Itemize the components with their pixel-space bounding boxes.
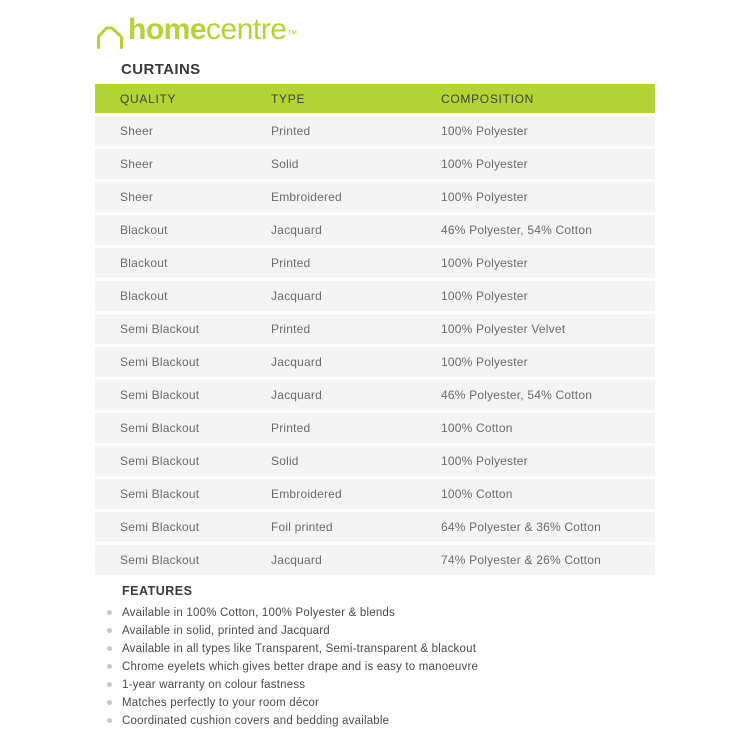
homecentre-logo — [96, 14, 297, 51]
cell-quality: Sheer — [120, 157, 154, 171]
feature-item — [107, 679, 647, 691]
table-row — [95, 545, 655, 575]
cell-composition: 100% Polyester Velvet — [441, 322, 566, 336]
feature-text: 1-year warranty on colour fastness — [122, 679, 306, 691]
cell-quality: Sheer — [120, 190, 154, 204]
cell-composition: 100% Polyester — [441, 157, 528, 171]
cell-type: Jacquard — [271, 355, 322, 369]
curtains-spec-table — [95, 84, 655, 575]
cell-quality: Blackout — [120, 223, 168, 237]
feature-text: Available in all types like Transparent, Semi-transparent & blackout — [122, 643, 477, 655]
feature-text: Available in 100% Cotton, 100% Polyester & blends — [122, 607, 395, 619]
table-row — [95, 347, 655, 377]
table-row — [95, 512, 655, 542]
cell-composition: 100% Polyester — [441, 256, 528, 270]
table-row — [95, 446, 655, 476]
cell-composition: 46% Polyester, 54% Cotton — [441, 388, 593, 402]
logo-text — [128, 14, 297, 51]
feature-text: Chrome eyelets which gives better drape and is easy to manoeuvre — [122, 661, 479, 673]
cell-type: Embroidered — [271, 487, 342, 501]
cell-quality: Semi Blackout — [120, 388, 200, 402]
cell-composition: 74% Polyester & 26% Cotton — [441, 553, 601, 567]
trademark-symbol: ™ — [287, 29, 298, 40]
feature-item — [107, 643, 647, 655]
table-row — [95, 248, 655, 278]
table-row — [95, 413, 655, 443]
features-section — [107, 584, 647, 733]
cell-composition: 100% Polyester — [441, 355, 528, 369]
table-body — [95, 116, 655, 575]
feature-item — [107, 607, 647, 619]
table-row — [95, 149, 655, 179]
cell-quality: Semi Blackout — [120, 553, 200, 567]
feature-text: Coordinated cushion covers and bedding available — [122, 715, 390, 727]
table-row — [95, 479, 655, 509]
table-row — [95, 281, 655, 311]
table-row — [95, 314, 655, 344]
feature-text: Matches perfectly to your room décor — [122, 697, 320, 709]
cell-quality: Semi Blackout — [120, 487, 200, 501]
cell-quality: Semi Blackout — [120, 421, 200, 435]
cell-type: Printed — [271, 421, 311, 435]
table-row — [95, 380, 655, 410]
table-row — [95, 215, 655, 245]
cell-type: Solid — [271, 157, 299, 171]
cell-type: Printed — [271, 256, 311, 270]
cell-quality: Semi Blackout — [120, 355, 200, 369]
feature-text: Available in solid, printed and Jacquard — [122, 625, 330, 637]
cell-composition: 100% Cotton — [441, 487, 513, 501]
house-icon — [96, 24, 124, 49]
cell-quality: Semi Blackout — [120, 520, 200, 534]
cell-quality: Semi Blackout — [120, 454, 200, 468]
bullet-icon — [107, 664, 112, 669]
cell-type: Printed — [271, 322, 311, 336]
feature-item — [107, 697, 647, 709]
bullet-icon — [107, 628, 112, 633]
feature-item — [107, 715, 647, 727]
cell-composition: 100% Cotton — [441, 421, 513, 435]
cell-quality: Blackout — [120, 289, 168, 303]
cell-composition: 64% Polyester & 36% Cotton — [441, 520, 601, 534]
column-header-quality: QUALITY — [120, 91, 177, 106]
cell-composition: 46% Polyester, 54% Cotton — [441, 223, 593, 237]
table-header-row — [95, 84, 655, 113]
cell-type: Jacquard — [271, 388, 322, 402]
column-header-composition: COMPOSITION — [441, 91, 535, 106]
bullet-icon — [107, 700, 112, 705]
cell-quality: Sheer — [120, 124, 154, 138]
cell-quality: Blackout — [120, 256, 168, 270]
cell-composition: 100% Polyester — [441, 124, 528, 138]
feature-item — [107, 625, 647, 637]
cell-type: Jacquard — [271, 223, 322, 237]
features-list — [107, 607, 647, 727]
cell-type: Jacquard — [271, 553, 322, 567]
features-title: FEATURES — [122, 584, 193, 598]
cell-composition: 100% Polyester — [441, 289, 528, 303]
cell-type: Foil printed — [271, 520, 333, 534]
table-row — [95, 182, 655, 212]
bullet-icon — [107, 610, 112, 615]
feature-item — [107, 661, 647, 673]
logo-word-home: home — [128, 13, 207, 46]
logo-word-centre: centre — [206, 13, 287, 46]
cell-quality: Semi Blackout — [120, 322, 200, 336]
column-header-type: TYPE — [271, 91, 306, 106]
cell-type: Printed — [271, 124, 311, 138]
page-title: CURTAINS — [121, 61, 201, 78]
cell-composition: 100% Polyester — [441, 454, 528, 468]
bullet-icon — [107, 682, 112, 687]
table-row — [95, 116, 655, 146]
bullet-icon — [107, 718, 112, 723]
cell-type: Embroidered — [271, 190, 342, 204]
cell-composition: 100% Polyester — [441, 190, 528, 204]
cell-type: Solid — [271, 454, 299, 468]
cell-type: Jacquard — [271, 289, 322, 303]
bullet-icon — [107, 646, 112, 651]
